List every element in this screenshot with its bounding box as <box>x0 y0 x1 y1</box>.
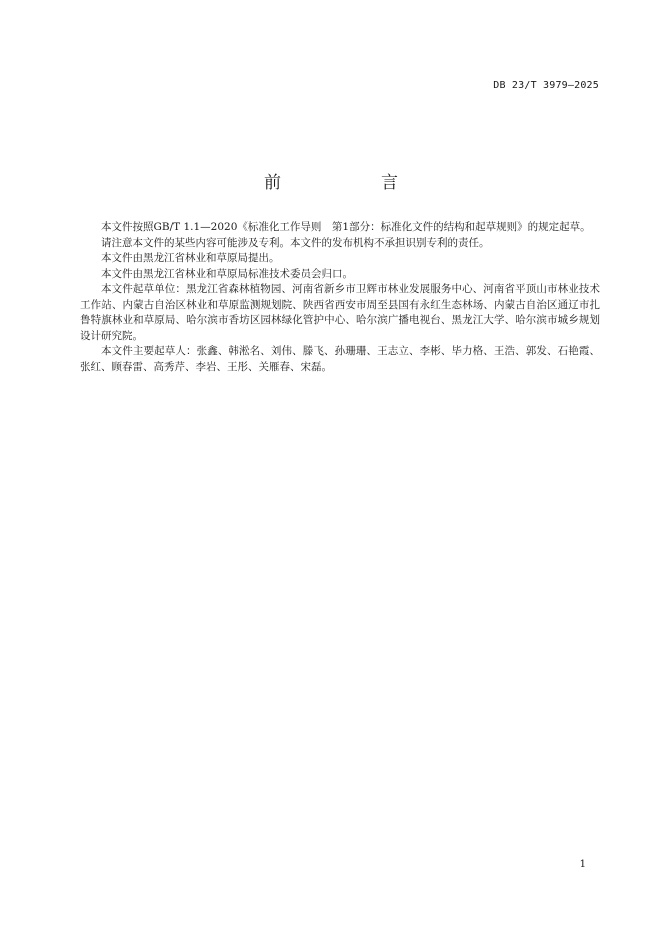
foreword-body <box>80 220 600 375</box>
paragraph-proposer: 本文件由黑龙江省林业和草原局提出。 <box>101 252 280 264</box>
paragraph-centralized-unit: 本文件由黑龙江省林业和草原局标准技术委员会归口。 <box>101 267 353 280</box>
paragraph-drafting-units: 本文件起草单位：黑龙江省森林植物园、河南省新乡市卫辉市林业发展服务中心、河南省平顶山市林业技术工作站、内蒙古自治区林业和草原监测规划院、陕西省西安市周至县国有永红生态林场、内蒙古自治区通辽市扎鲁特旗林业和草原局、哈尔滨市香坊区园林绿化管护中心、哈尔滨广播电视台、黑龙江大学、哈尔滨市城乡规划设计研究院。 <box>80 283 600 342</box>
page-title: 前 言 <box>264 173 420 193</box>
paragraph-patent-notice: 请注意本文件的某些内容可能涉及专利。本文件的发布机构不承担识别专利的责任。 <box>101 236 490 249</box>
paragraph-drafting-rules: 本文件按照GB/T 1.1—2020《标准化工作导则 第1部分：标准化文件的结构和起草规则》的规定起草。 <box>101 221 591 233</box>
paragraph-main-drafters: 本文件主要起草人：张鑫、韩淞名、刘伟、滕飞、孙珊珊、王志立、李彬、毕力格、王浩、郭发、石艳霞、张红、顾春雷、高秀芹、李岩、王彤、关雁春、宋磊。 <box>80 345 600 373</box>
page-number: 1 <box>579 859 586 870</box>
document-code: DB 23/T 3979—2025 <box>493 80 599 91</box>
